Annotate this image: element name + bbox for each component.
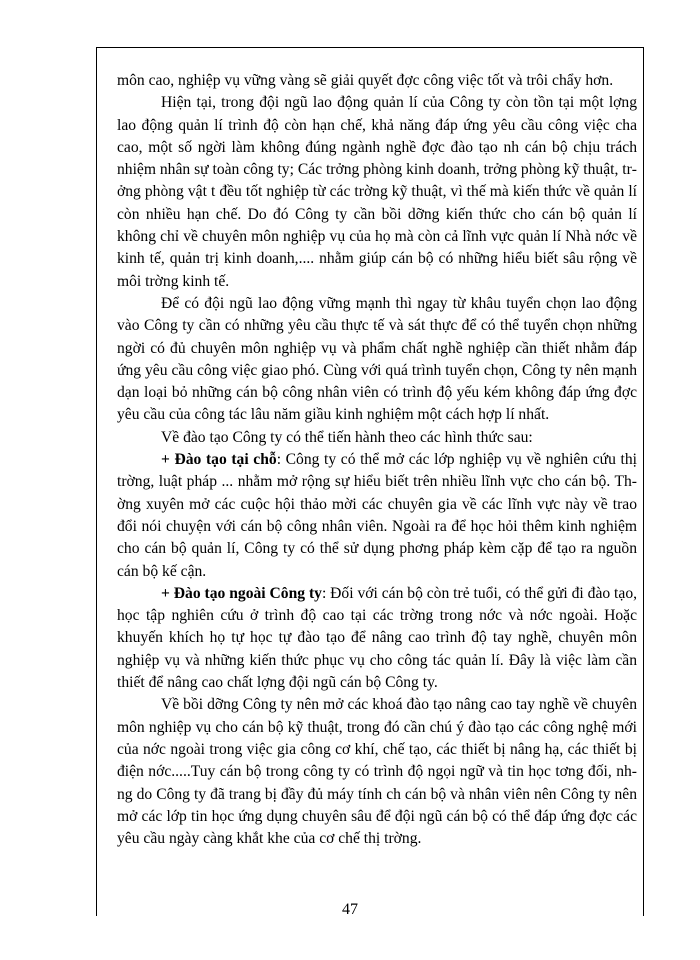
body-text (117, 70, 637, 850)
paragraph: Về bồi dỡng Công ty nên mở các khoá đào tạo nâng cao tay nghề về chuyên môn nghiệp vụ cho cán bộ kỹ thuật, trong đó cần chú ý đào tạo các công nghệ mới của nớc ngoài trong việc gia công cơ khí, chế tạo, các thiết bị nâng hạ, các thiết bị điện nớc.....Tuy cán bộ trong công ty có trình độ ngọi ngữ và tin học tơng đối, nhng do Công ty đã trang bị đầy đủ máy tính ch cán bộ và nhân viên nên Công ty nên mở các lớp tin học ứng dụng chuyên sâu để đội ngũ cán bộ có thể đáp ứng đợc các yêu cầu ngày càng khắt khe của cơ chế thị trờng. (117, 696, 637, 848)
page-number: 47 (342, 901, 358, 918)
paragraph (117, 583, 637, 694)
section-heading: + Đào tạo tại chỗ (161, 451, 277, 469)
paragraph: Hiện tại, trong đội ngũ lao động quản lí của Công ty còn tồn tại một lợng lao động quản lí trình độ còn hạn chế, khả năng đáp ứng yêu cầu công việc cha cao, một số ngời làm không đúng ngành nghề đợc đào tạo nh cán bộ chịu trách nhiệm nhân sự toàn công ty; Các trởng phòng kinh doanh, trởng phòng kỹ thuật, trởng phòng vật t đều tốt nghiệp từ các trờng kỹ thuật, vì thế mà kiến thức về quản lí còn nhiều hạn chế. Do đó Công ty cần bồi dỡng kiến thức cho cán bộ quản lí không chỉ về chuyên môn nghiệp vụ của họ mà còn cả lĩnh vực quản lí Nhà nớc về kinh tế, quản trị kinh doanh,.... nhằm giúp cán bộ có những hiểu biết sâu rộng về môi trờng kinh tế. (117, 94, 637, 290)
paragraph-text: : Công ty có thể mở các lớp nghiệp vụ về nghiên cứu thị trờng, luật pháp ... nhằm mở rộng sự hiểu biết trên nhiều lĩnh vực cho cán bộ. Thờng xuyên mở các cuộc hội thảo mời các chuyên gia về các lĩnh vực này về trao đổi nói chuyện với cán bộ công nhân viên. Ngoài ra để học hỏi thêm kinh nghiệm cho cán bộ quản lí, Công ty có thể sử dụng phơng pháp kèm cặp để tạo ra nguồn cán bộ kế cận. (117, 451, 637, 580)
paragraph (117, 449, 637, 583)
section-heading: + Đào tạo ngoài Công ty (161, 584, 322, 602)
paragraph-text: : Đối với cán bộ còn trẻ tuổi, có thể gửi đi đào tạo, học tập nghiên cứu ở trình độ cao tại các trờng trong nớc và nớc ngoài. Hoặc khuyến khích họ tự học tự đào tạo để nâng cao trình độ tay nghề, chuyên môn nghiệp vụ và những kiến thức phục vụ cho công tác quản lí. Đây là việc làm cần thiết để nâng cao chất lợng đội ngũ cán bộ Công ty. (117, 584, 638, 692)
paragraph: Để có đội ngũ lao động vững mạnh thì ngay từ khâu tuyển chọn lao động vào Công ty cần có những yêu cầu thực tế và sát thực để có thể tuyển chọn những ngời có đủ chuyên môn nghiệp vụ và phẩm chất nghề nghiệp cần thiết nhằm đáp ứng yêu cầu công việc giao phó. Cùng với quá trình tuyển chọn, Công ty nên mạnh dạn loại bỏ những cán bộ công nhân viên có trình độ yếu kém không đáp ứng đợc yêu cầu của công tác lâu năm giầu kinh nghiệm một cách hợp lí nhất. (117, 294, 637, 424)
paragraph: Về đào tạo Công ty có thể tiến hành theo các hình thức sau: (161, 428, 533, 446)
paragraph: môn cao, nghiệp vụ vững vàng sẽ giải quyết đợc công việc tốt và trôi chẩy hơn. (117, 72, 614, 89)
